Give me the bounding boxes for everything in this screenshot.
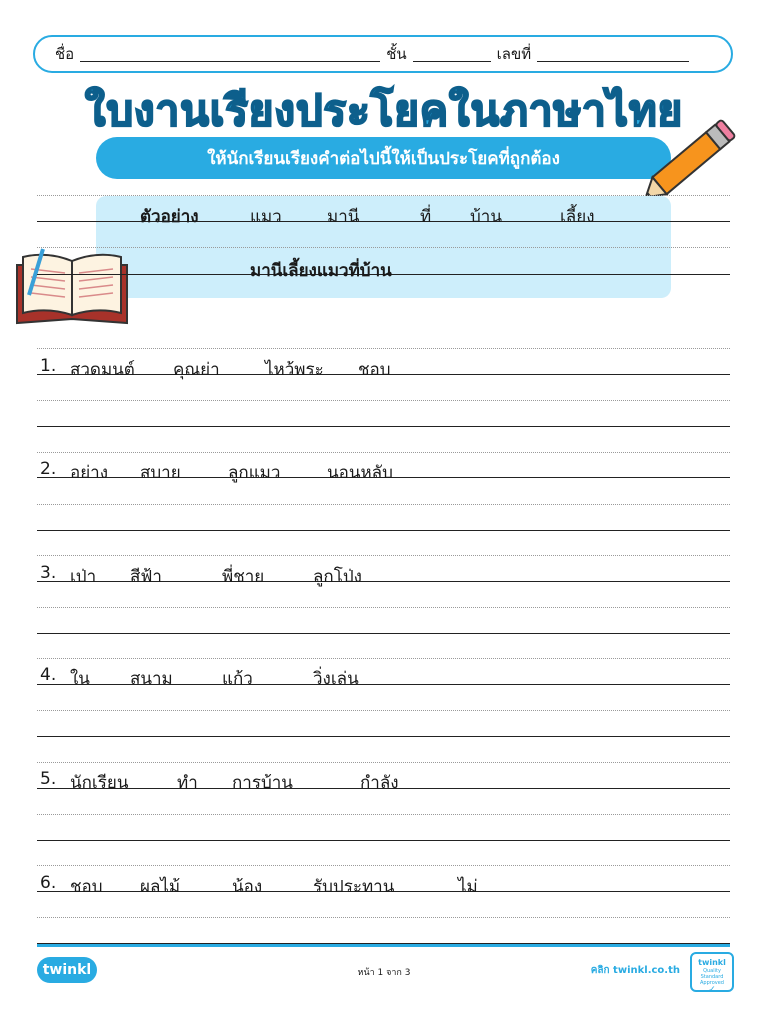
worksheet-title: ใบงานเรียงประโยคในภาษาไทย [84, 86, 684, 135]
question-word: ไม่ [458, 877, 478, 897]
student-info-bar [33, 35, 733, 73]
guide-line [37, 504, 730, 505]
question-word: ผลไม้ [140, 877, 181, 897]
guide-line [37, 195, 730, 196]
question-word: เป่า [70, 567, 97, 587]
twinkl-logo: twinkl [37, 957, 97, 983]
badge-text: Quality Standard Approved [700, 968, 724, 986]
question-number: 6. [40, 873, 57, 893]
question-number: 2. [40, 459, 57, 479]
question-word: วิ่งเล่น [313, 669, 359, 689]
question-word: สีฟ้า [130, 567, 162, 587]
question-word: ไหว้พระ [265, 360, 324, 380]
example-word: ที่ [420, 207, 432, 227]
answer-line [37, 426, 730, 427]
guide-line [37, 348, 730, 349]
answer-line [37, 736, 730, 737]
guide-line [37, 607, 730, 608]
number-label: เลขที่ [496, 45, 532, 63]
question-word: น้อง [232, 877, 263, 897]
footer-divider [37, 944, 730, 947]
number-field[interactable] [537, 46, 689, 62]
question-word: ชอบ [70, 877, 103, 897]
question-word: สบาย [140, 463, 181, 483]
question-number: 3. [40, 563, 57, 583]
name-label: ชื่อ [55, 45, 75, 63]
guide-line [37, 710, 730, 711]
question-word: รับประทาน [313, 877, 395, 897]
question-word: ชอบ [358, 360, 391, 380]
example-label: ตัวอย่าง [140, 207, 199, 227]
guide-line [37, 555, 730, 556]
badge-brand: twinkl [698, 958, 726, 967]
question-word: สวดมนต์ [70, 360, 135, 380]
example-word: เลี้ยง [560, 207, 595, 227]
question-word: คุณย่า [173, 360, 220, 380]
question-word: อย่าง [70, 463, 109, 483]
question-word: แก้ว [222, 669, 253, 689]
question-number: 4. [40, 665, 57, 685]
guide-line [37, 917, 730, 918]
question-word: ลูกแมว [228, 463, 281, 483]
question-word: นอนหลับ [327, 463, 393, 483]
guide-line [37, 762, 730, 763]
guide-line [37, 247, 730, 248]
name-field[interactable] [80, 46, 380, 62]
site-link[interactable]: คลิก twinkl.co.th [590, 965, 680, 976]
example-word: บ้าน [470, 207, 502, 227]
question-word: กำลัง [360, 773, 399, 793]
example-word: มานี [327, 207, 360, 227]
question-word: ใน [70, 669, 90, 689]
guide-line [37, 452, 730, 453]
instruction-banner: ให้นักเรียนเรียงคำต่อไปนี้ให้เป็นประโยคที่ถูกต้อง [96, 137, 671, 179]
answer-line [37, 840, 730, 841]
question-word: ทำ [177, 773, 198, 793]
class-field[interactable] [413, 46, 491, 62]
answer-line [37, 530, 730, 531]
guide-line [37, 865, 730, 866]
question-number: 5. [40, 769, 57, 789]
quality-badge [690, 952, 734, 995]
page-number: หน้า 1 จาก 3 [357, 968, 411, 978]
question-word: นักเรียน [70, 773, 129, 793]
question-word: การบ้าน [232, 773, 293, 793]
guide-line [37, 658, 730, 659]
question-word: ลูกโป่ง [313, 567, 362, 587]
class-label: ชั้น [386, 45, 407, 63]
question-word: พี่ชาย [222, 567, 265, 587]
guide-line [37, 814, 730, 815]
question-word: สนาม [130, 669, 173, 689]
answer-line [37, 633, 730, 634]
example-answer: มานีเลี้ยงแมวที่บ้าน [250, 261, 392, 281]
checkmark-icon: ✓ [708, 985, 716, 995]
guide-line [37, 400, 730, 401]
question-number: 1. [40, 356, 57, 376]
example-word: แมว [250, 207, 282, 227]
book-icon [13, 245, 131, 327]
